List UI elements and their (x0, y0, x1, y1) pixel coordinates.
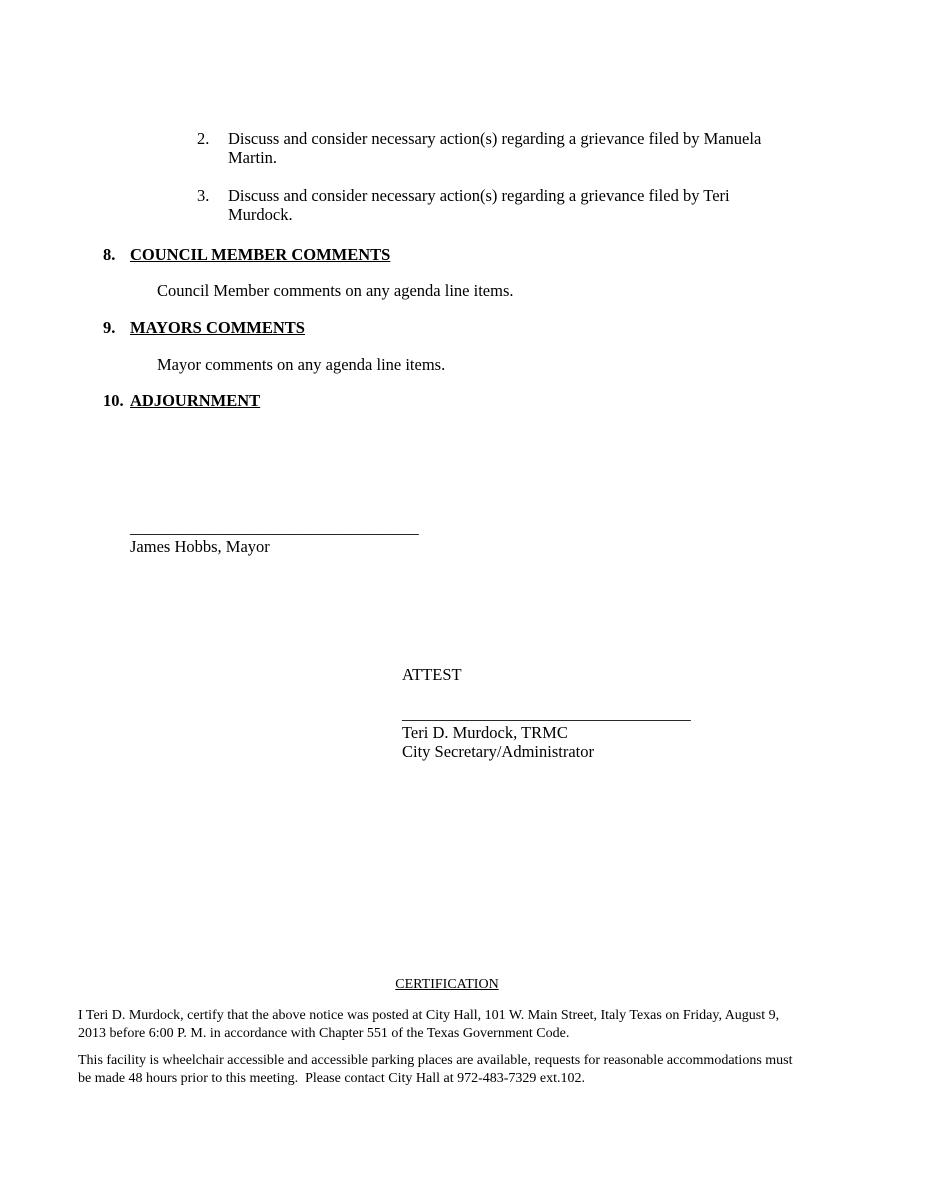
section-number: 8. (103, 245, 116, 264)
subitem-text: Discuss and consider necessary action(s) regarding a grievance filed by Manuela Martin. (228, 129, 762, 167)
certification-paragraph: This facility is wheelchair accessible and accessible parking places are available, requests for reasonable accommodations must be made 48 hours prior to this meeting. Please contact City Hall at 972-483-7329 ext.102. (78, 1053, 796, 1086)
section-adjournment (103, 391, 260, 410)
section-heading: ADJOURNMENT (130, 391, 261, 410)
attest-signature-title: City Secretary/Administrator (402, 742, 594, 761)
certification-paragraph: I Teri D. Murdock, certify that the above notice was posted at City Hall, 101 W. Main Street, Italy Texas on Friday, August 9, 2013 before 6:00 P. M. in accordance with Chapter 551 of the Texas Government Code. (78, 1008, 783, 1041)
section-body: Mayor comments on any agenda line items. (157, 355, 446, 374)
agenda-subitem-2 (197, 129, 782, 167)
section-number: 9. (103, 318, 116, 337)
mayor-signature-block (130, 518, 419, 556)
mayor-signature-line: ___________________________________ (130, 518, 419, 537)
mayor-signature-name: James Hobbs, Mayor (130, 537, 270, 556)
subitem-number: 2. (197, 129, 210, 148)
subitem-text: Discuss and consider necessary action(s) regarding a grievance filed by Teri Murdock. (228, 186, 730, 224)
attest-label: ATTEST (402, 665, 462, 684)
section-council-member-comments (103, 245, 390, 264)
section-number: 10. (103, 391, 124, 410)
section-body: Council Member comments on any agenda line items. (157, 281, 514, 300)
section-heading: COUNCIL MEMBER COMMENTS (130, 245, 391, 264)
section-heading: MAYORS COMMENTS (130, 318, 305, 337)
section-mayors-comments (103, 318, 305, 337)
certification-heading: CERTIFICATION (395, 977, 499, 992)
attest-signature-name: Teri D. Murdock, TRMC (402, 723, 568, 742)
agenda-subitem-3 (197, 186, 782, 224)
attest-signature-line: ___________________________________ (402, 704, 691, 723)
attest-signature-block (402, 704, 691, 761)
subitem-number: 3. (197, 186, 210, 205)
